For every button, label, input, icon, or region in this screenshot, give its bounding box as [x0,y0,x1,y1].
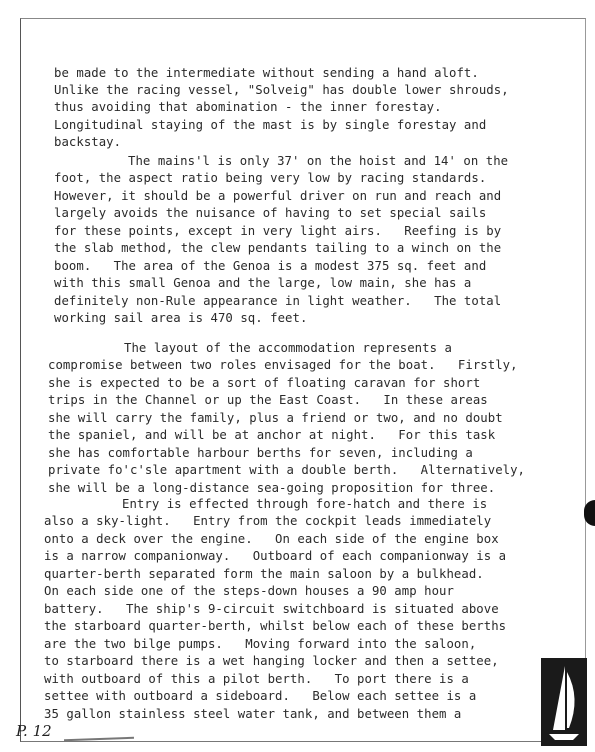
text-line: The layout of the accommodation represents a [124,341,452,355]
text-line: for these points, except in very light airs. Reefing is by [54,224,502,238]
text-line: compromise between two roles envisaged for the boat. Firstly, [48,358,518,372]
text-line: trips in the Channel or up the East Coast. In these areas [48,393,488,407]
text-line: also a sky-light. Entry from the cockpit leads immediately [44,514,492,528]
text-line: settee with outboard a sideboard. Below each settee is a [44,689,477,703]
text-line: onto a deck over the engine. On each side of the engine box [44,532,499,546]
punch-hole [584,500,595,526]
text-line: 35 gallon stainless steel water tank, and between them a [44,707,462,721]
text-line: Longitudinal staying of the mast is by single forestay and [54,118,487,132]
text-line: with this small Genoa and the large, low main, she has a [54,276,472,290]
text-line: she will be a long-distance sea-going proposition for three. [48,481,496,495]
text-line: The mains'l is only 37' on the hoist and 14' on the [128,154,509,168]
text-line: the spaniel, and will be at anchor at night. For this task [48,428,496,442]
text-line: she is expected to be a sort of floating caravan for short [48,376,481,390]
text-line: Unlike the racing vessel, "Solveig" has double lower shrouds, [54,83,509,97]
text-line: with outboard of this a pilot berth. To port there is a [44,672,469,686]
text-line: thus avoiding that abomination - the inner forestay. [54,100,442,114]
text-line: private fo'c'sle apartment with a double berth. Alternatively, [48,463,526,477]
text-line: the starboard quarter-berth, whilst below each of these berths [44,619,507,633]
text-line: are the two bilge pumps. Moving forward into the saloon, [44,637,477,651]
text-line: largely avoids the nuisance of having to set special sails [54,206,487,220]
text-line: the slab method, the clew pendants tailing to a winch on the [54,241,502,255]
text-line: Entry is effected through fore-hatch and there is [122,497,488,511]
text-line: be made to the intermediate without sending a hand aloft. [54,66,479,80]
text-line: definitely non-Rule appearance in light weather. The total [54,294,502,308]
text-line: she will carry the family, plus a friend or two, and no doubt [48,411,503,425]
text-line: she has comfortable harbour berths for seven, including a [48,446,473,460]
text-line: backstay. [54,135,122,149]
page-number: P. 12 [16,722,52,740]
text-line: foot, the aspect ratio being very low by racing standards. [54,171,487,185]
text-line: is a narrow companionway. Outboard of each companionway is a [44,549,507,563]
text-line: However, it should be a powerful driver on run and reach and [54,189,502,203]
text-line: working sail area is 470 sq. feet. [54,311,308,325]
text-line: On each side one of the steps-down houses a 90 amp hour [44,584,454,598]
text-line: quarter-berth separated form the main saloon by a bulkhead. [44,567,484,581]
text-line: boom. The area of the Genoa is a modest 375 sq. feet and [54,259,487,273]
text-line: battery. The ship's 9-circuit switchboard is situated above [44,602,499,616]
text-line: to starboard there is a wet hanging locker and then a settee, [44,654,499,668]
sailboat-logo-icon [541,658,587,746]
